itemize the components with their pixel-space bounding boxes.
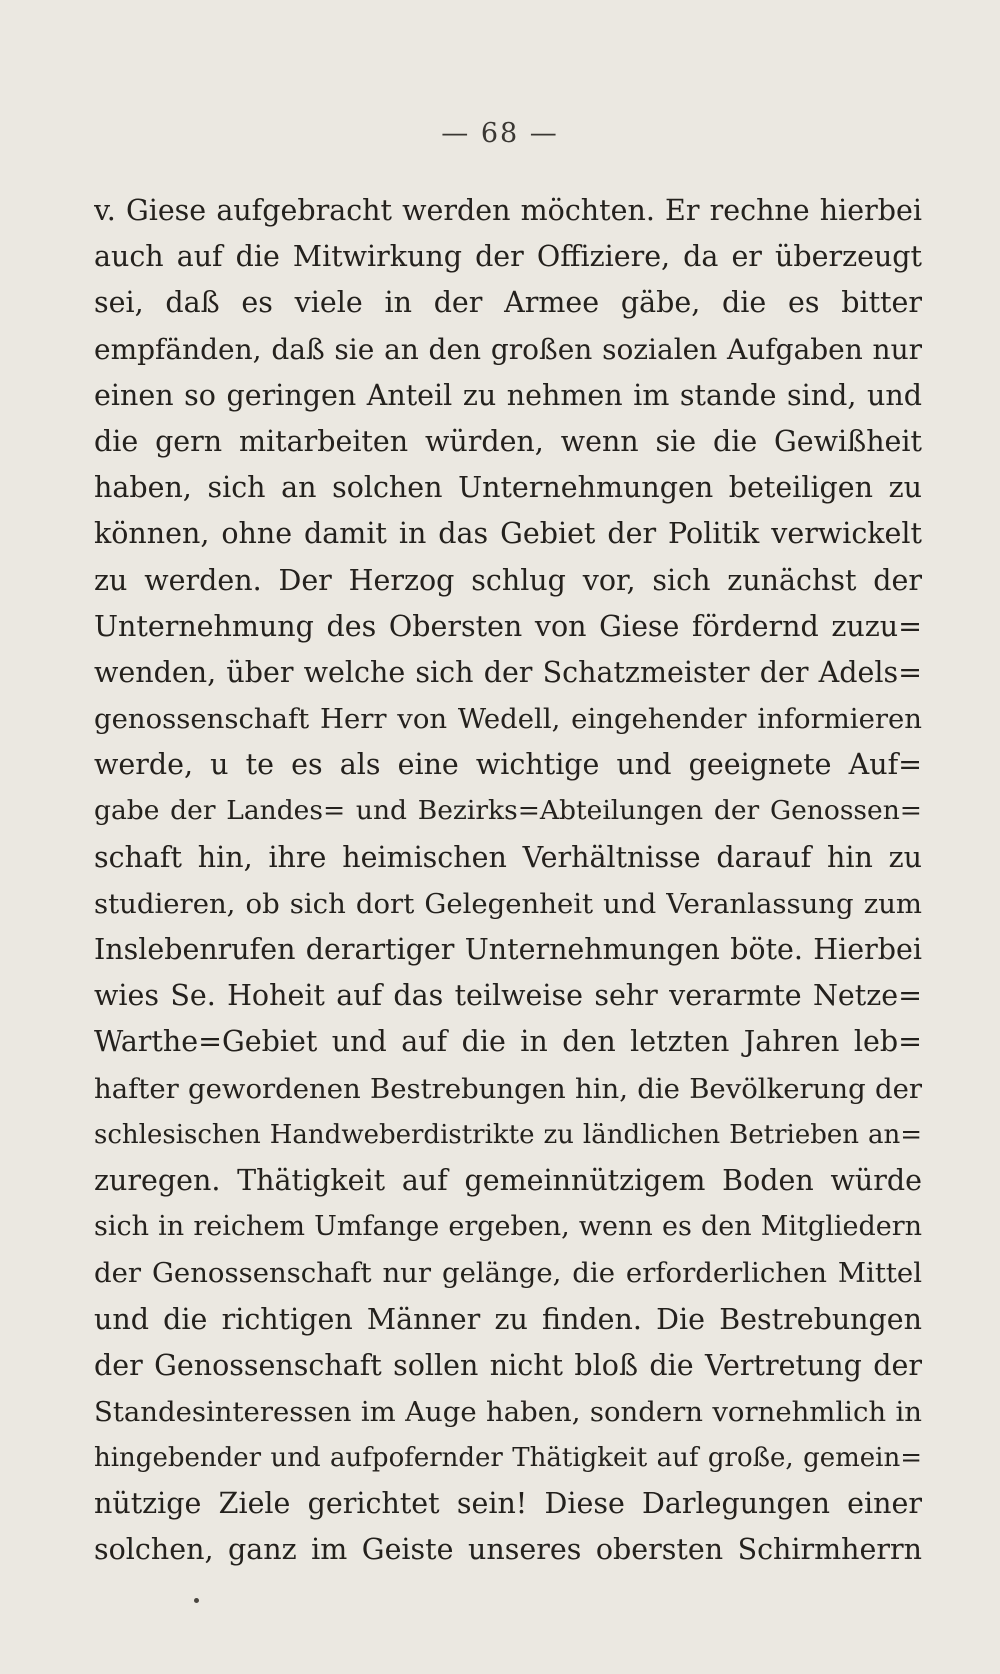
text-line: zu werden. Der Herzog schlug vor, sich zunächst der xyxy=(94,563,922,597)
text-line: sei, daß es viele in der Armee gäbe, die es bitter xyxy=(94,286,922,320)
text-line: v. Giese aufgebracht werden möchten. Er rechne hierbei xyxy=(94,194,922,227)
text-line: Unternehmung des Obersten von Giese fördernd zuzu= xyxy=(94,609,922,643)
text-line: genossenschaft Herr von Wedell, eingehender informieren xyxy=(94,703,922,736)
text-line: schlesischen Handweberdistrikte zu ländlichen Betrieben an= xyxy=(94,1119,922,1150)
body-text xyxy=(94,188,922,1574)
text-line: einen so geringen Anteil zu nehmen im stande sind, und xyxy=(94,378,922,412)
page-number: — 68 — xyxy=(441,118,559,149)
text-line: empfänden, daß sie an den großen sozialen Aufgaben nur xyxy=(94,332,922,366)
text-line: Standesinteressen im Auge haben, sondern vornehmlich in xyxy=(94,1395,922,1428)
text-line: solchen, ganz im Geiste unseres obersten Schirmherrn xyxy=(94,1533,922,1567)
text-line: sich in reichem Umfange ergeben, wenn es den Mitgliedern xyxy=(94,1211,922,1243)
text-line: der Genossenschaft sollen nicht bloß die Vertretung der xyxy=(94,1348,922,1382)
text-line: Warthe=Gebiet und auf die in den letzten Jahren leb= xyxy=(94,1025,922,1059)
text-line: hafter gewordenen Bestrebungen hin, die Bevölkerung der xyxy=(94,1072,922,1105)
text-line: Inslebenrufen derartiger Unternehmungen böte. Hierbei xyxy=(94,933,922,966)
text-line: zuregen. Thätigkeit auf gemeinnützigem Boden würde xyxy=(94,1163,922,1197)
text-line: der Genossenschaft nur gelänge, die erforderlichen Mittel xyxy=(94,1257,922,1290)
text-line: und die richtigen Männer zu finden. Die Bestrebungen xyxy=(94,1302,922,1336)
text-line: wenden, über welche sich der Schatzmeister der Adels= xyxy=(94,655,922,689)
text-line: nützige Ziele gerichtet sein! Diese Darlegungen einer xyxy=(94,1487,922,1521)
ink-speck xyxy=(194,1598,199,1603)
text-line: studieren, ob sich dort Gelegenheit und Veranlassung zum xyxy=(94,887,922,920)
text-line: werde, u te es als eine wichtige und geeignete Auf= xyxy=(94,748,922,782)
text-line: können, ohne damit in das Gebiet der Politik verwickelt xyxy=(94,517,922,551)
text-line: die gern mitarbeiten würden, wenn sie die Gewißheit xyxy=(94,424,922,458)
text-line: schaft hin, ihre heimischen Verhältnisse darauf hin zu xyxy=(94,840,922,874)
text-line: wies Se. Hoheit auf das teilweise sehr verarmte Netze= xyxy=(94,979,922,1013)
text-line: hingebender und aufpofernder Thätigkeit auf große, gemein= xyxy=(94,1443,922,1474)
text-line: auch auf die Mitwirkung der Offiziere, da er überzeugt xyxy=(94,240,922,274)
text-line: gabe der Landes= und Bezirks=Abteilungen der Genossen= xyxy=(94,795,922,827)
text-line: haben, sich an solchen Unternehmungen beteiligen zu xyxy=(94,471,922,505)
